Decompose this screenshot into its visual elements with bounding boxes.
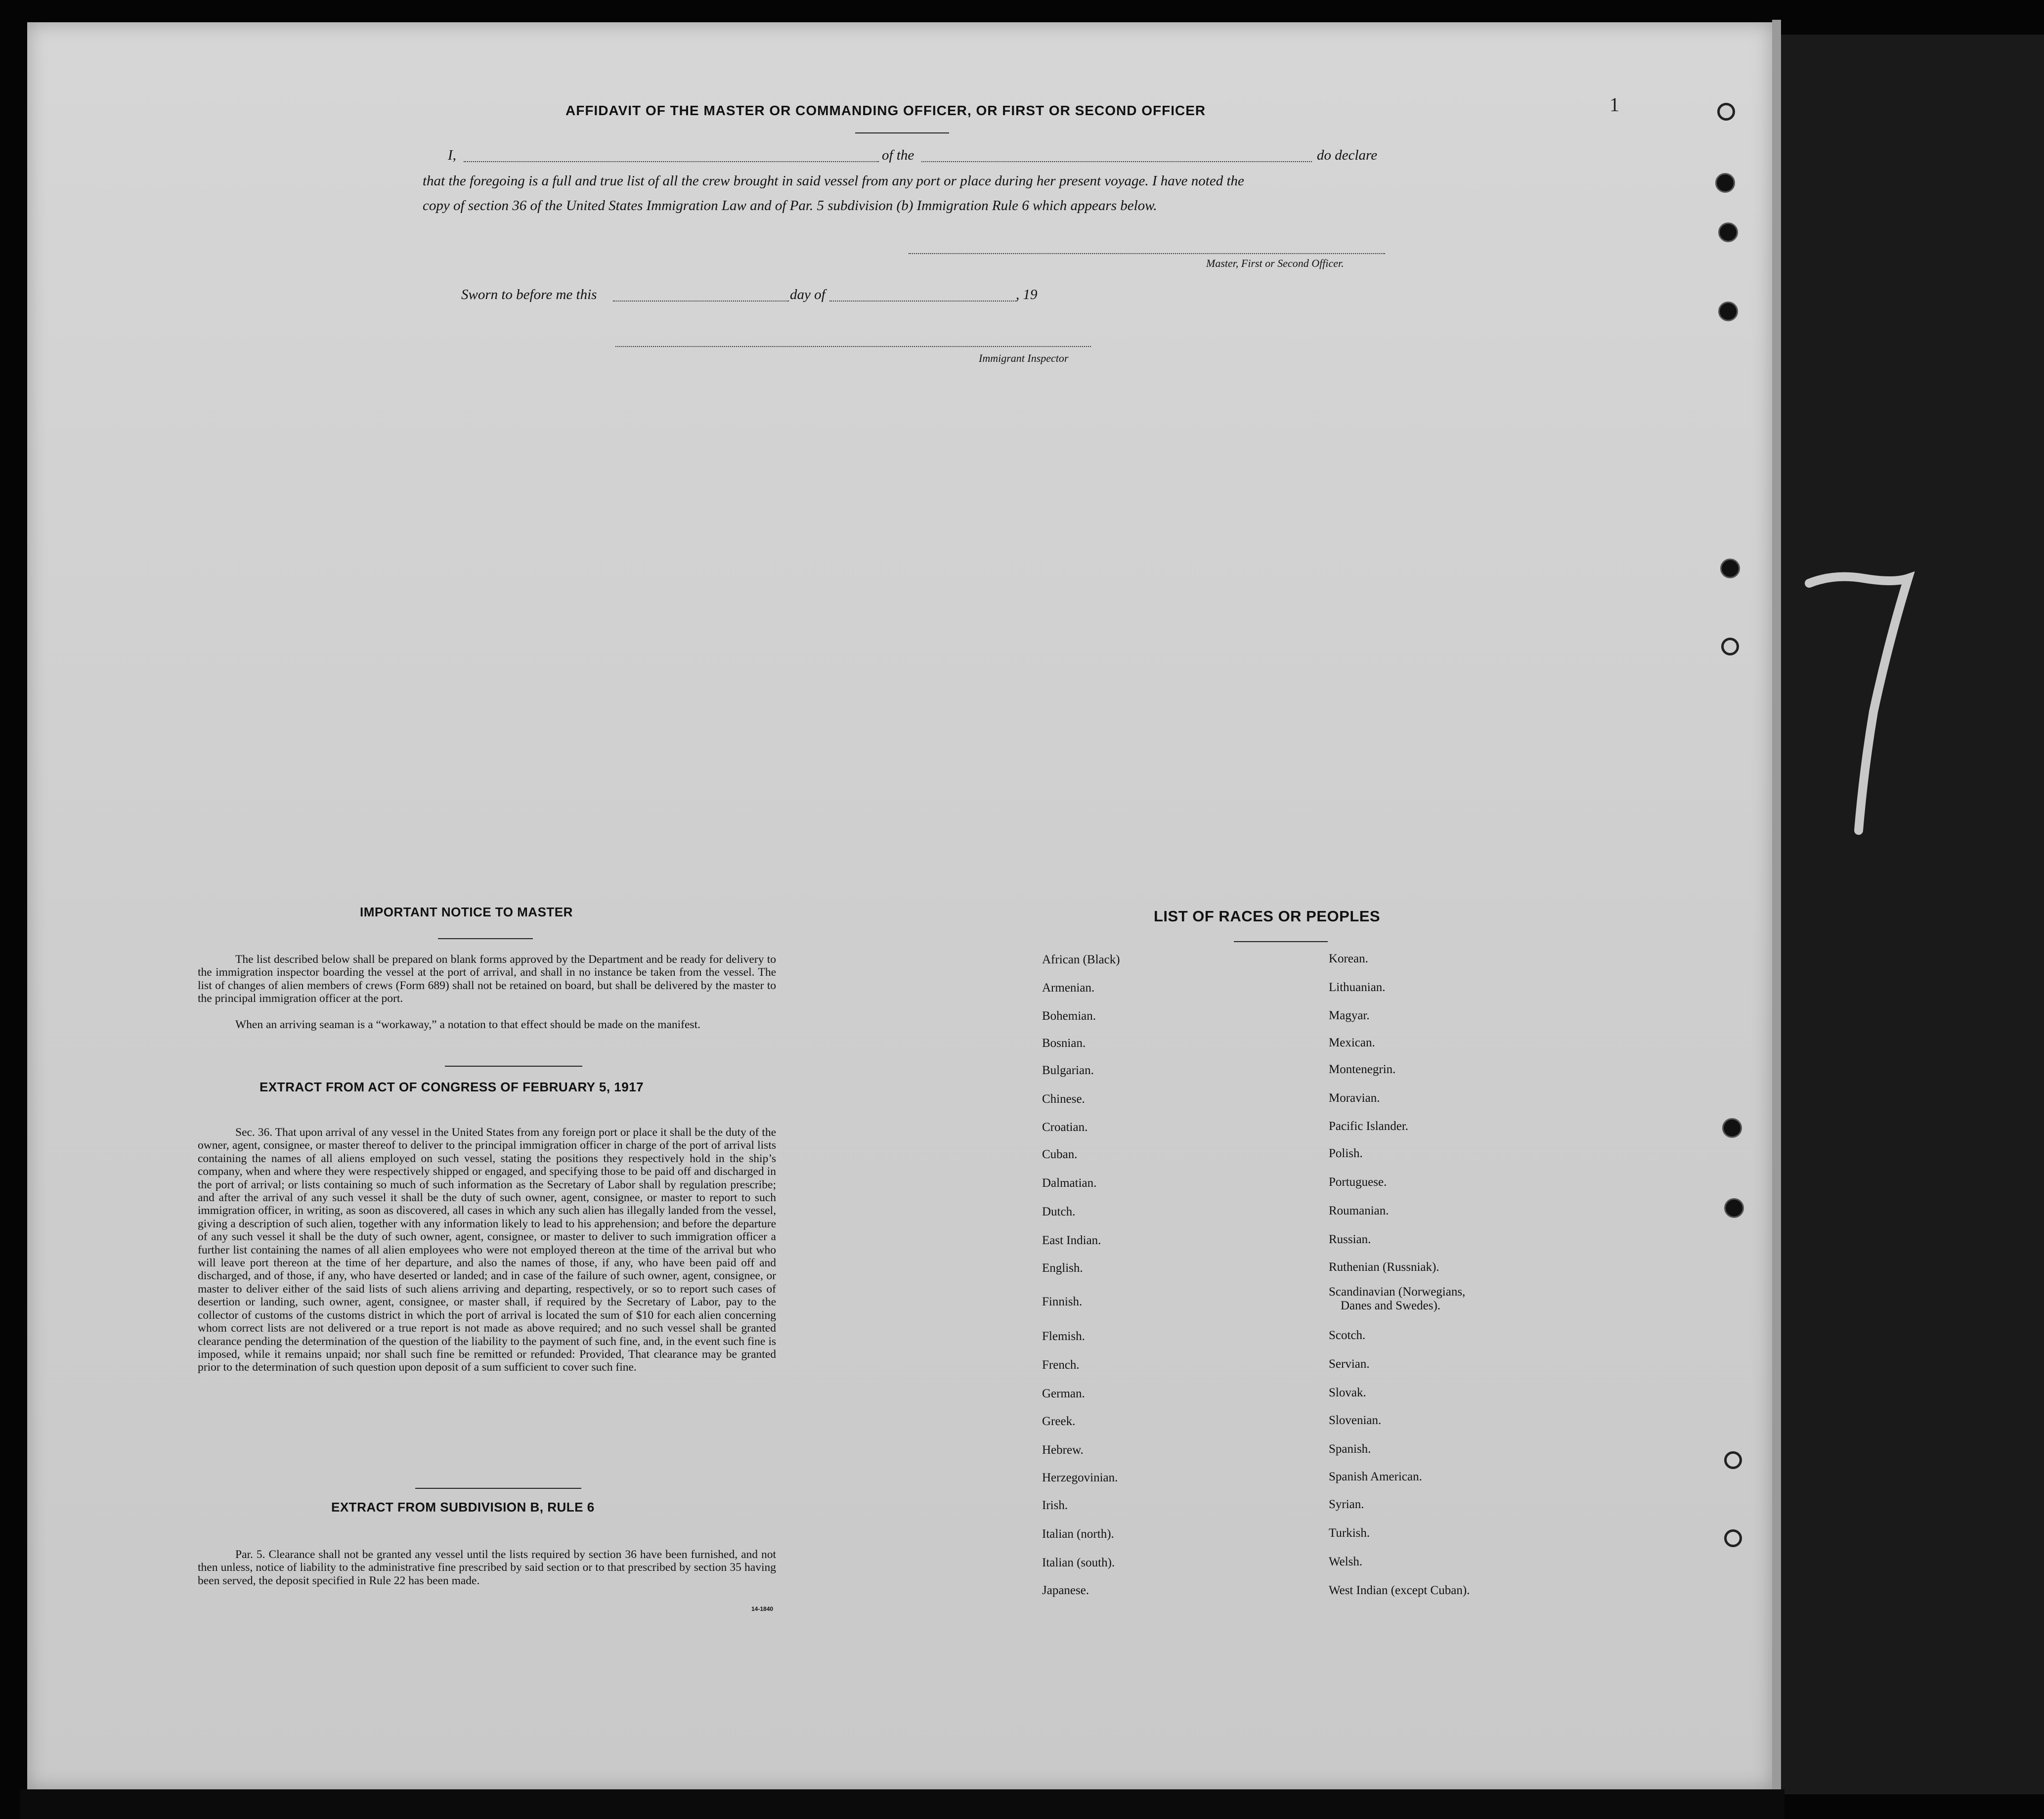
race-item: Scotch.	[1329, 1329, 1366, 1342]
race-item: Herzegovinian.	[1042, 1471, 1118, 1484]
notice-body-2: When an arriving seaman is a “workaway,” a notation to that effect should be made on the manifest.	[235, 1018, 700, 1031]
race-item: Syrian.	[1329, 1498, 1364, 1511]
race-item: Chinese.	[1042, 1092, 1085, 1106]
race-item: German.	[1042, 1387, 1085, 1400]
race-item: Croatian.	[1042, 1121, 1088, 1134]
divider	[445, 1066, 582, 1067]
race-item: Finnish.	[1042, 1295, 1083, 1308]
inspector-line	[615, 346, 1091, 347]
page-number: 1	[1609, 93, 1619, 116]
race-item: Danes and Swedes).	[1341, 1299, 1441, 1312]
affidavit-do-declare: do declare	[1317, 147, 1378, 163]
race-item: Roumanian.	[1329, 1204, 1389, 1217]
signature-line	[909, 253, 1385, 254]
sworn-day-blank	[613, 301, 789, 302]
race-item: Bohemian.	[1042, 1009, 1096, 1023]
binding-strip	[1781, 35, 2044, 1794]
race-item: Russian.	[1329, 1233, 1371, 1246]
punch-hole	[1720, 559, 1740, 578]
punch-hole	[1721, 638, 1739, 655]
bleed-through	[405, 94, 416, 111]
race-item: Irish.	[1042, 1499, 1068, 1512]
race-item: African (Black)	[1042, 953, 1120, 966]
race-item: Italian (north).	[1042, 1527, 1114, 1541]
race-item: Servian.	[1329, 1357, 1370, 1371]
race-item: Italian (south).	[1042, 1556, 1115, 1569]
divider	[438, 938, 533, 939]
inspector-caption: Immigrant Inspector	[979, 352, 1069, 364]
punch-hole	[1718, 222, 1738, 242]
race-item: Ruthenian (Russniak).	[1329, 1260, 1439, 1274]
race-item: Bulgarian.	[1042, 1064, 1094, 1077]
handwritten-numeral-7	[1804, 563, 1923, 840]
sworn-label: Sworn to before me this	[461, 287, 597, 303]
punch-hole	[1724, 1451, 1742, 1469]
race-item: Korean.	[1329, 952, 1368, 965]
signature-caption: Master, First or Second Officer.	[1206, 257, 1344, 269]
vessel-blank	[921, 161, 1312, 162]
race-item: Slovak.	[1329, 1386, 1366, 1399]
race-item: Spanish American.	[1329, 1470, 1422, 1483]
form-number: 14-1840	[751, 1605, 774, 1612]
bottom-edge	[20, 1789, 1784, 1819]
document-sheet	[27, 22, 1772, 1789]
punch-hole	[1718, 302, 1738, 321]
extract-rule-body: Par. 5. Clearance shall not be granted any vessel until the lists required by section 36 have been furnished, and not then unless, notice of liability to the administrative fine prescribed by said section or to that prescribed by section 35 having been served, the deposit specified in Rule 22 has been made.	[198, 1548, 776, 1587]
race-item: Flemish.	[1042, 1330, 1085, 1343]
races-title: LIST OF RACES OR PEOPLES	[1154, 908, 1381, 925]
name-blank	[464, 161, 879, 162]
extract-act-body: Sec. 36. That upon arrival of any vessel in the United States from any foreign port or place it shall be the duty of the owner, agent, consignee, or master thereof to deliver to the principal immigration officer in charge of the port of arrival lists containing the names of all aliens employed on such vessel, stating the positions they respectively hold in the ship’s company, when and where they were respectively shipped or engaged, and specifying those to be paid off and discharged in the port of arrival; or lists containing so much of such information as the Secretary of Labor shall by regulation prescribe; and after the arrival of any such vessel it shall be the duty of such owner, agent, consignee, or master to report to such immigration officer, in writing, as soon as discovered, all cases in which any such alien has illegally landed from the vessel, giving a description of such alien, together with any information likely to lead to his apprehension; and before the departure of any such vessel it shall be the duty of such owner, agent, consignee, or master to deliver to such immigration officer a further list containing the names of all alien employees who were not employed thereon at the time of the arrival but who will leave port thereon at the time of her departure, and also the names of those, if any, who have been paid off and discharged, and of those, if any, who have deserted or landed; and in case of the failure of such owner, agent, consignee, or master to deliver either of the said lists of such aliens arriving and departing, respectively, or so to report such cases of desertion or landing, such owner, agent, consignee, or master shall, if required by the Secretary of Labor, pay to the collector of customs of the customs district in which the port of arrival is located the sum of $10 for each alien concerning whom correct lists are not delivered or a true report is not made as above required; and no such vessel shall be granted clearance pending the determination of the question of the liability to the payment of such fine, and, in the event such fine is imposed, while it remains unpaid; nor shall such fine be remitted or refunded: Provided, That clearance may be granted prior to the determination of such question upon deposit of a sum sufficient to cover such fine.	[198, 1126, 776, 1374]
race-item: Greek.	[1042, 1415, 1076, 1428]
race-item: Pacific Islander.	[1329, 1120, 1409, 1133]
notice-title: IMPORTANT NOTICE TO MASTER	[360, 905, 573, 919]
race-item: Hebrew.	[1042, 1443, 1084, 1457]
page-edge	[1772, 20, 1781, 1794]
race-item: Welsh.	[1329, 1555, 1363, 1568]
divider	[415, 1488, 581, 1489]
affidavit-line-2: that the foregoing is a full and true list of all the crew brought in said vessel from any port or place during her present voyage. I have noted the	[423, 173, 1244, 189]
day-of-label: day of	[790, 287, 826, 303]
race-item: Bosnian.	[1042, 1037, 1086, 1050]
race-item: Mexican.	[1329, 1036, 1375, 1049]
punch-hole	[1722, 1118, 1742, 1138]
punch-hole	[1715, 173, 1735, 193]
race-item: Armenian.	[1042, 981, 1095, 995]
race-item: Spanish.	[1329, 1442, 1371, 1456]
divider	[855, 132, 949, 133]
punch-hole	[1724, 1198, 1744, 1218]
race-item: Magyar.	[1329, 1009, 1370, 1022]
race-item: Portuguese.	[1329, 1175, 1387, 1189]
affidavit-i-label: I,	[448, 147, 456, 163]
race-item: Scandinavian (Norwegians,	[1329, 1285, 1466, 1299]
race-item: Montenegrin.	[1329, 1063, 1396, 1076]
extract-act-title: EXTRACT FROM ACT OF CONGRESS OF FEBRUARY 5, 1917	[260, 1080, 644, 1094]
race-item: Moravian.	[1329, 1091, 1380, 1105]
race-item: Slovenian.	[1329, 1414, 1382, 1427]
race-item: Turkish.	[1329, 1526, 1370, 1540]
race-item: Polish.	[1329, 1147, 1363, 1160]
race-item: West Indian (except Cuban).	[1329, 1584, 1470, 1597]
race-item: Dutch.	[1042, 1205, 1076, 1218]
affidavit-of-the-label: of the	[882, 147, 914, 163]
race-item: English.	[1042, 1261, 1083, 1275]
punch-hole	[1724, 1529, 1742, 1547]
notice-body: The list described below shall be prepared on blank forms approved by the Department and be ready for delivery to the immigration inspector boarding the vessel at the port of arrival, and shall in no instance be taken from the vessel. The list of changes of alien members of crews (Form 689) shall not be retained on board, but shall be delivered by the master to the principal immigration officer at the port.	[198, 953, 776, 1005]
punch-hole	[1717, 103, 1735, 121]
extract-rule-title: EXTRACT FROM SUBDIVISION B, RULE 6	[331, 1500, 595, 1515]
race-item: Japanese.	[1042, 1584, 1089, 1597]
sworn-month-blank	[829, 301, 1017, 302]
divider	[1234, 941, 1328, 942]
race-item: East Indian.	[1042, 1234, 1101, 1247]
race-item: Dalmatian.	[1042, 1176, 1097, 1190]
race-item: French.	[1042, 1358, 1080, 1372]
affidavit-line-3: copy of section 36 of the United States Immigration Law and of Par. 5 subdivision (b) Immigration Rule 6 which appears below.	[423, 198, 1157, 214]
affidavit-title: AFFIDAVIT OF THE MASTER OR COMMANDING OFFICER, OR FIRST OR SECOND OFFICER	[565, 103, 1206, 118]
year-prefix: , 19	[1016, 287, 1038, 303]
race-item: Lithuanian.	[1329, 981, 1386, 994]
race-item: Cuban.	[1042, 1148, 1078, 1161]
